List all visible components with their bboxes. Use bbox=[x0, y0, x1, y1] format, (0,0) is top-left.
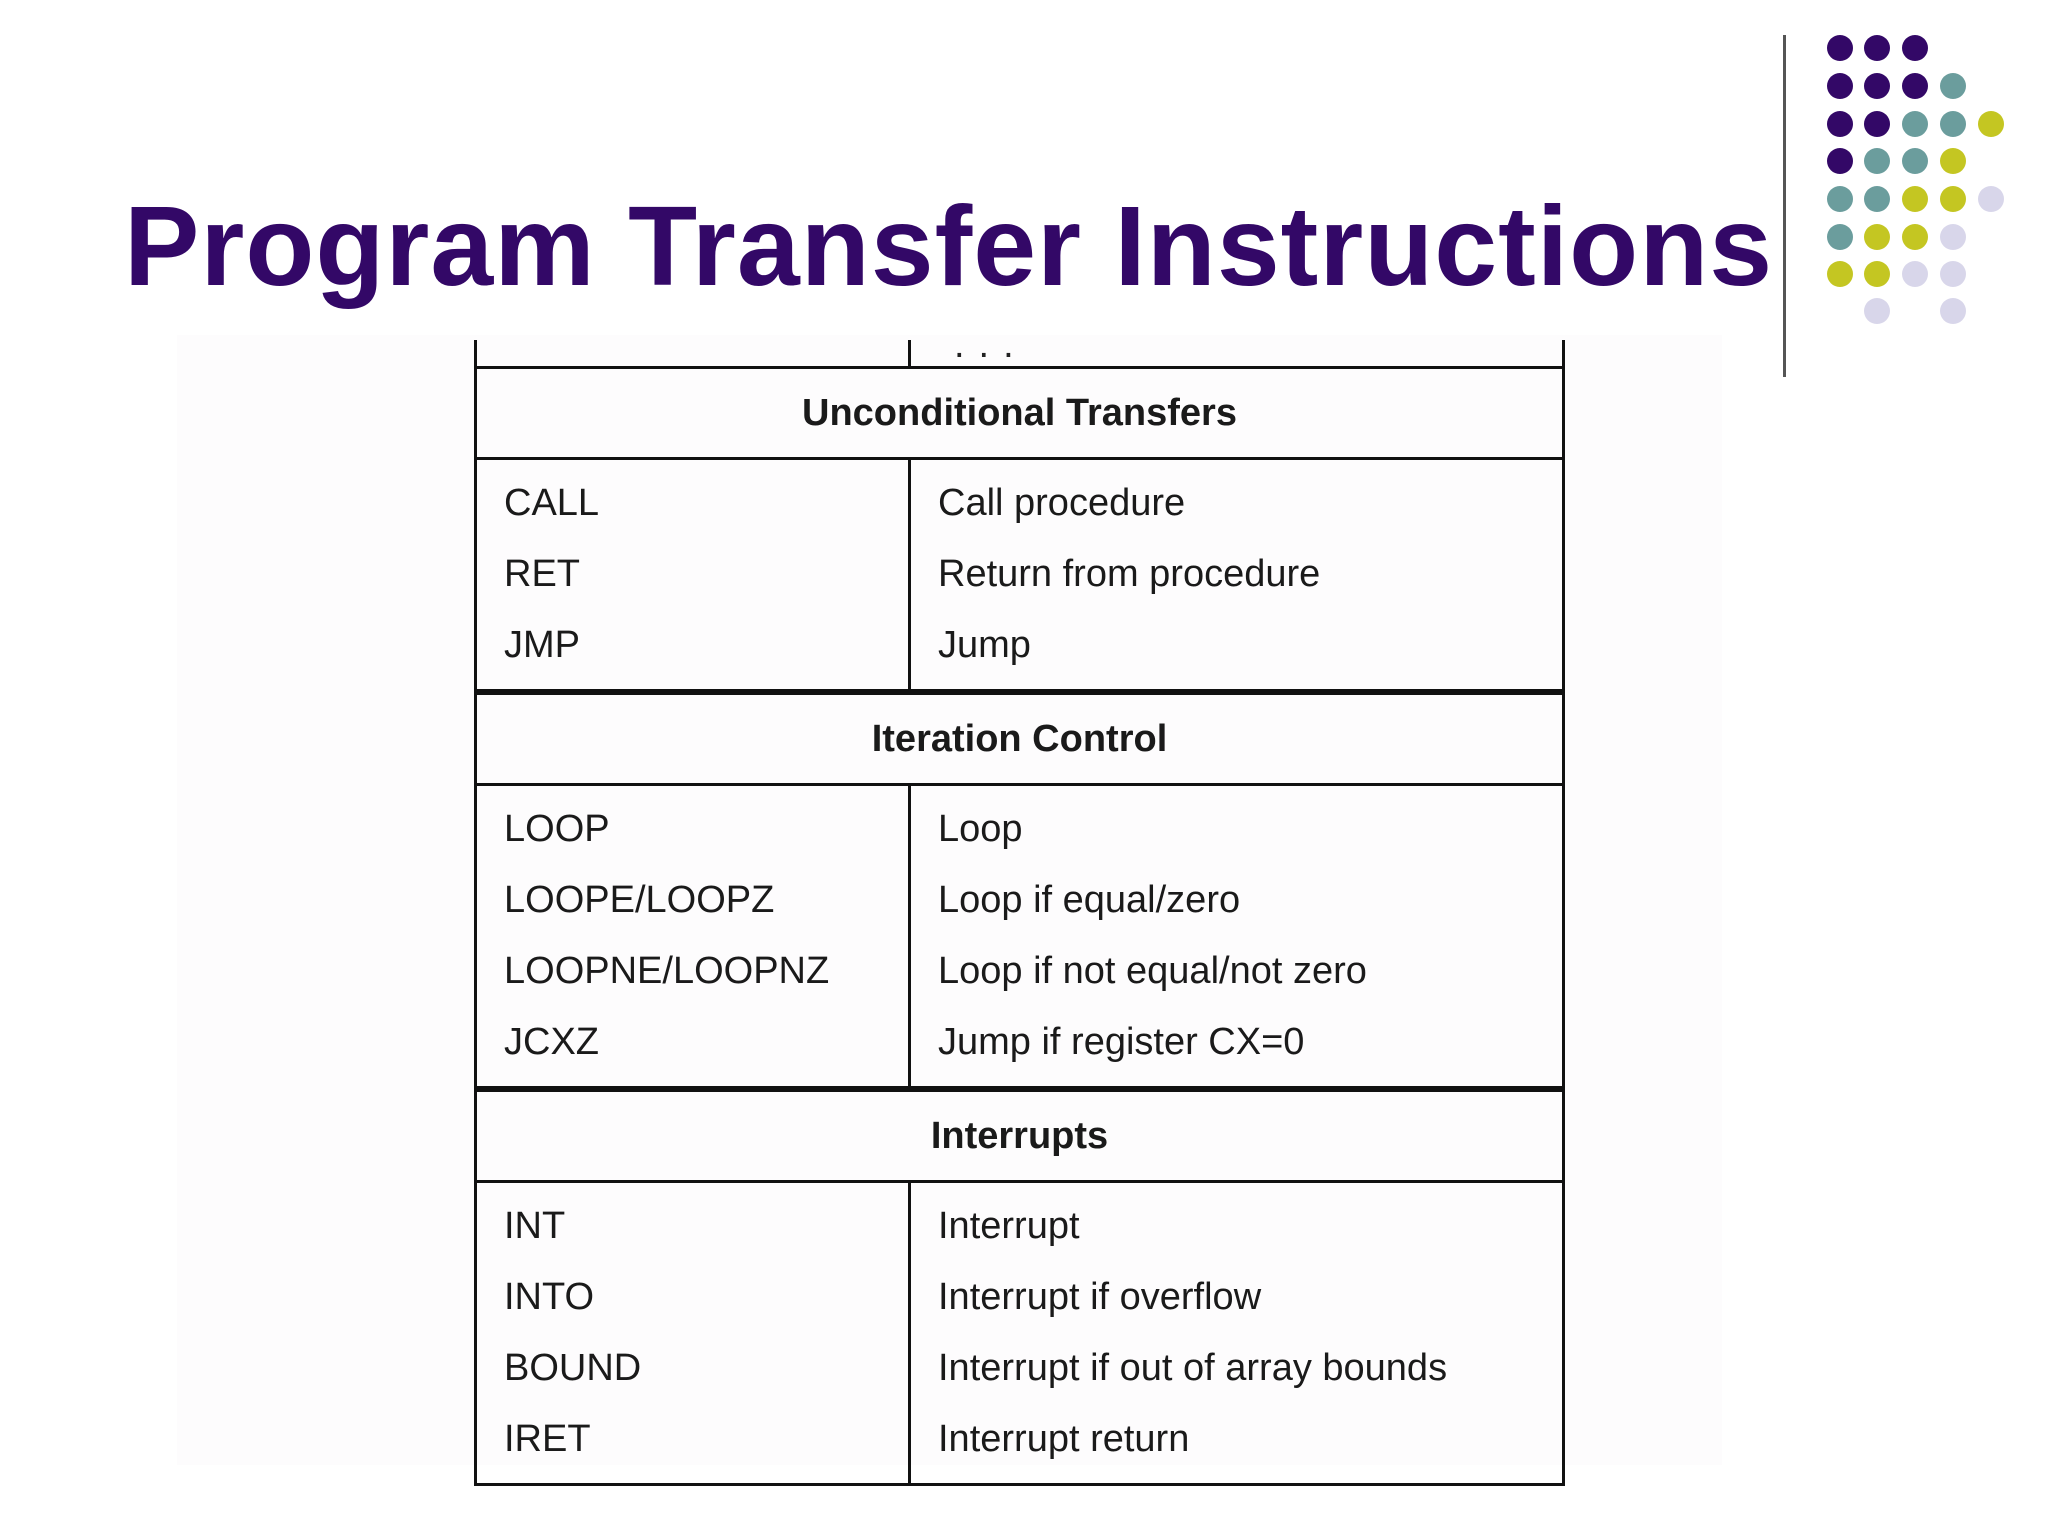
description-cell: Jump if register CX=0 bbox=[938, 1021, 1305, 1063]
mnemonic-cell: INT bbox=[504, 1205, 566, 1247]
mnemonic-cell: LOOPE/LOOPZ bbox=[504, 879, 775, 921]
decorative-dot bbox=[1940, 148, 1966, 174]
mnemonic-cell: RET bbox=[504, 553, 580, 595]
decorative-dot bbox=[1902, 224, 1928, 250]
description-cell: Call procedure bbox=[938, 482, 1186, 524]
section-header: Iteration Control bbox=[477, 692, 1562, 786]
description-cell: Loop if equal/zero bbox=[938, 879, 1241, 921]
mnemonic-column bbox=[477, 460, 911, 689]
stub-cropped-text: ... bbox=[954, 324, 1028, 366]
description-column bbox=[911, 786, 1562, 1086]
description-column bbox=[911, 1183, 1562, 1483]
section-iteration-control bbox=[474, 692, 1565, 1089]
description-cell: Interrupt if out of array bounds bbox=[938, 1347, 1448, 1389]
description-column bbox=[911, 460, 1562, 689]
decorative-dot bbox=[1827, 186, 1853, 212]
instruction-table bbox=[474, 324, 1565, 1486]
description-cell: Loop if not equal/not zero bbox=[938, 950, 1367, 992]
description-cell: Loop bbox=[938, 808, 1023, 850]
decorative-dot bbox=[1978, 186, 2004, 212]
decorative-dot bbox=[1864, 261, 1890, 287]
stub-border-right bbox=[1562, 340, 1565, 366]
section-unconditional-transfers bbox=[474, 366, 1565, 692]
mnemonic-cell: JMP bbox=[504, 624, 580, 666]
mnemonic-column bbox=[477, 786, 911, 1086]
section-header: Unconditional Transfers bbox=[477, 366, 1562, 460]
stub-border-middle bbox=[908, 340, 911, 366]
stub-border-left bbox=[474, 340, 477, 366]
decorative-dot bbox=[1902, 35, 1928, 61]
decorative-dot bbox=[1864, 186, 1890, 212]
description-cell: Return from procedure bbox=[938, 553, 1321, 595]
decorative-dot bbox=[1978, 111, 2004, 137]
decorative-dot bbox=[1864, 224, 1890, 250]
decorative-dot bbox=[1827, 73, 1853, 99]
decorative-dot bbox=[1864, 111, 1890, 137]
decorative-dot bbox=[1827, 261, 1853, 287]
decorative-dot bbox=[1940, 111, 1966, 137]
section-header: Interrupts bbox=[477, 1089, 1562, 1183]
description-cell: Jump bbox=[938, 624, 1031, 666]
decorative-dot bbox=[1940, 224, 1966, 250]
decorative-dot bbox=[1864, 148, 1890, 174]
decorative-dot bbox=[1902, 73, 1928, 99]
decorative-dot bbox=[1827, 35, 1853, 61]
decorative-dot bbox=[1940, 73, 1966, 99]
decorative-dot bbox=[1940, 261, 1966, 287]
section-interrupts bbox=[474, 1089, 1565, 1486]
slide-title: Program Transfer Instructions bbox=[124, 183, 1774, 309]
description-cell: Interrupt return bbox=[938, 1418, 1190, 1460]
mnemonic-cell: IRET bbox=[504, 1418, 591, 1460]
decorative-dot bbox=[1902, 111, 1928, 137]
mnemonic-cell: JCXZ bbox=[504, 1021, 599, 1063]
description-cell: Interrupt bbox=[938, 1205, 1080, 1247]
mnemonic-cell: INTO bbox=[504, 1276, 595, 1318]
mnemonic-cell: LOOPNE/LOOPNZ bbox=[504, 950, 830, 992]
decorative-dot bbox=[1827, 111, 1853, 137]
decorative-dot bbox=[1864, 35, 1890, 61]
decorative-dot bbox=[1940, 186, 1966, 212]
decorative-dot bbox=[1940, 298, 1966, 324]
mnemonic-cell: LOOP bbox=[504, 808, 610, 850]
decorative-dot bbox=[1827, 148, 1853, 174]
mnemonic-cell: BOUND bbox=[504, 1347, 642, 1389]
decorative-dot bbox=[1864, 298, 1890, 324]
table-top-stub bbox=[474, 324, 1565, 366]
decorative-dot bbox=[1827, 224, 1853, 250]
decorative-dot bbox=[1902, 261, 1928, 287]
description-cell: Interrupt if overflow bbox=[938, 1276, 1262, 1318]
mnemonic-column bbox=[477, 1183, 911, 1483]
decorative-dot bbox=[1902, 186, 1928, 212]
vertical-divider bbox=[1783, 35, 1786, 377]
mnemonic-cell: CALL bbox=[504, 482, 600, 524]
decorative-dot bbox=[1902, 148, 1928, 174]
decorative-dot bbox=[1864, 73, 1890, 99]
